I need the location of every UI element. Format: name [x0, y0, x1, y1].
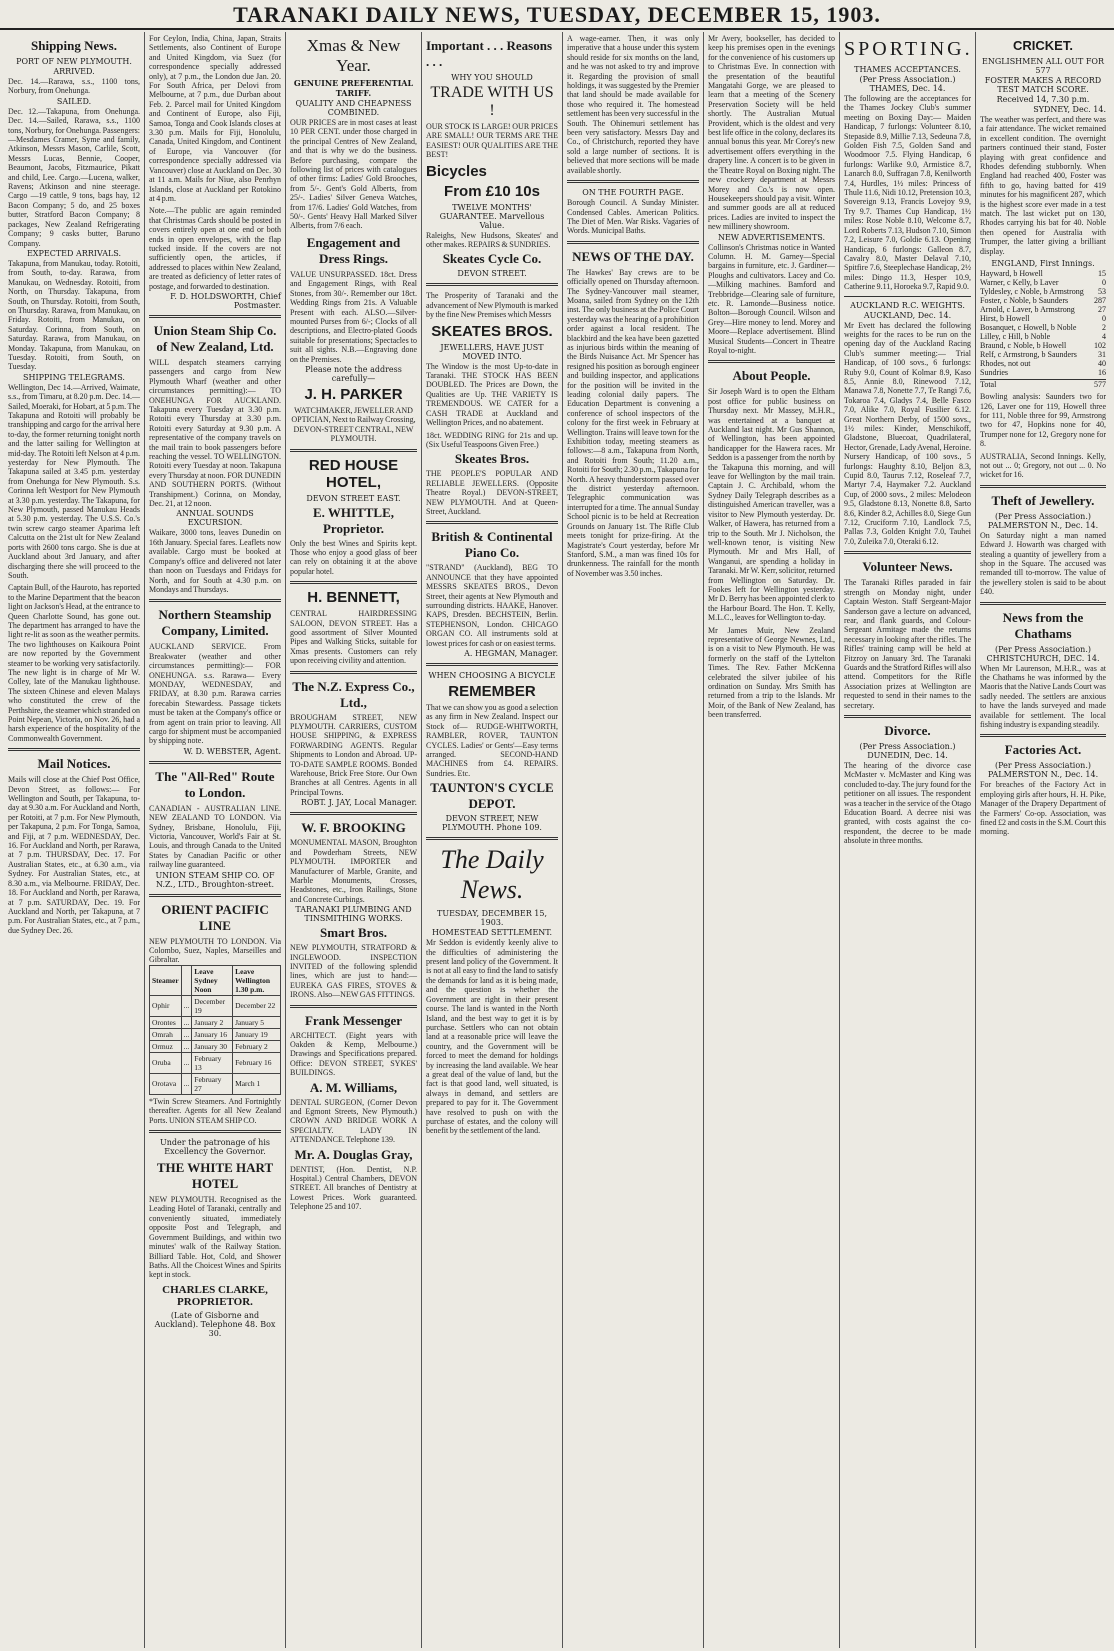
engagement-heading: Engagement and Dress Rings. [306, 234, 401, 266]
northern-steamship-text: AUCKLAND SERVICE. From Breakwater (weather and other circumstances permitting):— FOR ONEHUNGA. s.s. Rarawa— Every MONDAY, WEDNESDAY, and FRIDAY, at 8.30 p.m. Rarawa carries forecabin Stewardess. Passage tickets must be taken at the Company's office or from agent on train prior to leaving. All cargo for shipment must be accompanied by shipping note. [149, 642, 281, 746]
skeates-intro: The Prosperity of Taranaki and the advancement of New Plymouth is marked by the fine New Premises which Messrs [426, 291, 558, 320]
batsman: Rhodes, not out [980, 359, 1031, 369]
table-cell: February 16 [233, 1052, 281, 1073]
chathams-heading: News from the Chathams [1002, 609, 1084, 641]
score-row [980, 332, 1106, 341]
news-of-the-day-text: The Hawkes' Bay crews are to be officially opened on Thursday afternoon. The Sydney-Vancouver mail steamer, Moana, sailed from Sydney on the 12th inst. The only business at the Police Court yesterday was the hearing of a prohibition order against a local resident. The blackbird and the kea have been gazetted as injurious birds within the meaning of the Birds Nuisance Act. Mr Spencer has resigned his position as borough engineer and building inspector, and applications for the position will be invited in the leading colonial daily papers. The Education Department is convening a conference of school inspectors of the colony for the first week in February at Wellington. Trains will leave town for the Exhibition today, meeting steamers as follows:—8 a.m., Takapuna from North, and Rotoiti from South; 11.20 a.m., Rotoiti for South; 2.30 p.m., Takapuna for North. A heavy thunderstorm passed over the district yesterday afternoon. Telegraphic communication was interrupted for a time. The annual Sunday School picnic is to be held at Recreation Grounds on January 1st. The Rifle Club meets tonight for prize-firing. At the Magistrate's Court yesterday, before Mr Stanford, S.M., a man was fined 10s for drunkenness. The rainfall for the month of November was 3.50 inches. [567, 267, 699, 578]
table-cell: January 2 [192, 1016, 233, 1028]
divider [290, 1005, 417, 1008]
table-row [150, 1028, 281, 1040]
score-total [980, 379, 1106, 389]
auckland-dateline: AUCKLAND, Dec. 14. [863, 310, 952, 320]
score-row [980, 314, 1106, 323]
divider [980, 734, 1106, 737]
shipping-news-heading: Shipping News. [31, 38, 117, 53]
table-cell: Ormuz [150, 1040, 182, 1052]
score-row [980, 368, 1106, 377]
editorial-text: Mr Seddon is evidently keenly alive to the difficulties of administering the present land policy of the Government. It is not at all easy to find the land to satisfy the demands for land as it is being made, and the question is whether the Government are right in their present course. The land is wanted in the North Island, and the best way to get it is by purchase. Settlers who can not obtain land at a reasonable price will leave the country, and the Government will be forced to meet the demand for holdings by increasing the land available. We hear a great deal of the value of land, but the fact is that good land, well situated, is always in demand, and settlers are prepared to pay for it. The Government have resolved to push on with the purchase of estates, and the colony will benefit by the settlement of the land. [426, 938, 558, 1136]
shipping-body: Captain Bull, of the Hauroto, has reported to the Marine Department that the beacon light on Jackson's Head, at the entrance to Queen Charlotte Sound, has gone out. The department has arranged to have the light re-lit as soon as the weather permits. The two lighthouses on Kaikoura Point are now reported by the Government steamer to be working very satisfactorily. The new light is in charge of Mr W. Colley, late of the Manukau lighthouse. The sixteen Chinese and eleven Malays who constituted the crew of the Perthshire, the steamer which stranded on Point Nepean, Victoria, on Nov. 26, had a harsh experience of the hospitality of the Commonwealth Government. [8, 583, 140, 743]
skeates-jewellers: JEWELLERS, HAVE JUST MOVED INTO. [440, 342, 544, 361]
cricket-heading: CRICKET. [1013, 38, 1073, 53]
table-cell: ... [181, 1052, 192, 1073]
table-cell: ... [181, 1040, 192, 1052]
runs: 31 [1098, 350, 1106, 360]
batsman: Lilley, c Hill, b Noble [980, 332, 1051, 342]
smart-bros-heading: Smart Bros. [320, 925, 387, 941]
white-hart-heading: THE WHITE HART HOTEL [156, 1160, 274, 1192]
excursion-text: Waikare, 3000 tons, leaves Dunedin on 16th January. Special fares. Leaflets now available. Cargo must be booked at Company's office and delivered not later than noon on Tuesdays and Fridays for North, and for South at 4.30 p.m. on Mondays and Thursdays. [149, 528, 281, 594]
divider [426, 521, 558, 524]
cricket-dateline: SYDNEY, Dec. 14. [1033, 105, 1106, 114]
table-cell: ... [181, 995, 192, 1016]
cricket-subheading: ENGLISHMEN ALL OUT FOR 577 [982, 57, 1104, 75]
plumbing-line: TARANAKI PLUMBING AND TINSMITHING WORKS. [295, 905, 412, 924]
divider [149, 315, 281, 318]
trade-with-us: TRADE WITH US ! [430, 84, 554, 119]
divorce-heading: Divorce. [884, 722, 931, 738]
table-row [150, 1052, 281, 1073]
port-label: PORT OF NEW PLYMOUTH. [16, 57, 132, 66]
factories-act-heading: Factories Act. [1004, 742, 1082, 758]
cricket-text: The weather was perfect, and there was a fair attendance. The wicket remained in excellent condition. The overnight partners continued their stand, Foster playing with great confidence and Rhodes defending stubbornly. When England had reached 400, Foster was fifth to go, having batted for 419 minutes for his magnificent 287, which is the highest score ever made in a test match. The last wicket put on 130, Rhodes carrying his bat for 40. Noble then opened for Australia with Trumper, the latter giving a brilliant display. [980, 115, 1106, 256]
excursion-heading: ANNUAL SOUNDS EXCURSION. [176, 509, 254, 528]
column-6 [704, 32, 840, 1648]
editorial-continued: A wage-earner. Then, it was only imperative that a house under this system should reside for six months on the land, and he was not asked to try and improve it. Regarding the provision of small holdings, it was suggested by the Premier that land should be made available for those who required it. The homestead settlement has been very successful in the South. The Ohinemuri settlement has been very satisfactory. Messrs Day and Co., of Christchurch, reported they have sold a large number of sections. It is believed that more sections will be made available shortly. [567, 34, 699, 175]
thames-dateline: (Per Press Association.) THAMES, Dec. 14. [859, 75, 956, 93]
table-cell: December 22 [233, 995, 281, 1016]
runs: 40 [1098, 359, 1106, 369]
divider [290, 671, 417, 674]
bowling-analysis: Bowling analysis: Saunders two for 126, Laver one for 119, Howell three for 111, Noble three for 99, Armstrong two for 47, Hopkins none for 40, Trumper none for 12, Gregory none for 8. [980, 392, 1106, 449]
column-8 [976, 32, 1110, 1648]
table-row [150, 1016, 281, 1028]
sailed-text: Dec. 12.—Takapuna, from Onehunga. Dec. 14.—Sailed, Rarawa, s.s., 1100 tons, Norbury, for Onehunga. Passengers: —Mesdames Cramer, Syme and family, Atkinson, Messrs Mason, Carlile, Scott, Messrs Lucas, Bennie, Cooper, Beaumont, Jacobs, Fitzmaurice, Pikatt and child, Lee. Cargo.—Lucena, walker, Ravens; Atkinson and nine steerage. Cargo —19 cattle, 9 tons, bags hay, 12 Bacon Company; 5 do, and 25 boxes butter, Stratford Bacon Company; 8 packages, New Zealand Refrigerating Company; 9 casks butter, Baruno Company. [8, 106, 140, 248]
table-cell: January 19 [233, 1028, 281, 1040]
engagement-text: VALUE UNSURPASSED. 18ct. Dress and Engagement Rings, with Real Stones, from 30/-. Remember our 18ct. Wedding Rings from 21s. A Valuable Present with each. ALSO.—Silver-mounted Purses from 6/-; Clocks of all descriptions, and Electro-plated Goods suitable for presentations; Spectacles to suit all sights. N.B.—Engraving done on the Premises. [290, 269, 417, 364]
daily-news-date: TUESDAY, DECEMBER 15, 1903. [436, 909, 547, 928]
table-header [181, 965, 192, 995]
choosing-bicycle: WHEN CHOOSING A BICYCLE [428, 671, 556, 680]
batsman: Relf, c Armstrong, b Saunders [980, 350, 1077, 360]
divider [567, 241, 699, 244]
bicycles-heading: Bicycles [426, 162, 487, 180]
important-reasons: Important . . . Reasons . . . [426, 38, 553, 69]
divider [290, 449, 417, 452]
divider [290, 581, 417, 584]
new-advertisements-heading: NEW ADVERTISEMENTS. [717, 232, 826, 242]
bicycles-price: From £10 10s [444, 182, 540, 200]
nz-express-text: BROUGHAM STREET, NEW PLYMOUTH. CARRIERS, CUSTOM HOUSE SHIPPING, & EXPRESS FORWARDING AGENTS. Regular Shipments to London and Abroad. UP-TO-DATE SAMPLE ROOMS. Bonded Warehouse, Brick Free Store. Our Own Branches at all Centres. Agents in all Principal Towns. [290, 712, 417, 797]
divider [980, 485, 1106, 488]
runs: 287 [1094, 296, 1106, 306]
divider [980, 602, 1106, 605]
williams-text: DENTAL SURGEON, (Corner Devon and Egmont Streets, New Plymouth.) CROWN AND BRIDGE WORK A SPECIALTY. LADY IN ATTENDANCE. Telephone 139. [290, 1097, 417, 1145]
table-cell: January 30 [192, 1040, 233, 1052]
table-cell: ... [181, 1073, 192, 1094]
divorce-dateline: (Per Press Association.) DUNEDIN, Dec. 14. [859, 741, 956, 760]
table-row [150, 995, 281, 1016]
nz-express-manager: ROBT. J. JAY, Local Manager. [300, 798, 417, 808]
homestead-heading: HOMESTEAD SETTLEMENT. [432, 928, 552, 938]
runs: 53 [1098, 287, 1106, 297]
auckland-heading: AUCKLAND R.C. WEIGHTS. [850, 300, 965, 310]
union-steam-ship-heading: Union Steam Ship Co. of New Zealand, Ltd. [153, 322, 277, 354]
skeates-bros-heading: SKEATES BROS. [431, 322, 553, 340]
score-row [980, 323, 1106, 332]
xmas-body: OUR PRICES are in most cases at least 10 PER CENT. under those charged in the principal Centres of New Zealand, and that is why we do the business. Before purchasing, compare the following list of prices with catalogues of other firms: Ladies' Gold Brooches, from 5/-. Gent's Gold Alberts, from 25/-. Ladies' Silver Geneva Watches, from 17/6. Ladies' Gold Watches, from 50/-. Gents' Heavy Hall Marked Silver Alberts, from 7/6 each. [290, 118, 417, 231]
score-row [980, 305, 1106, 314]
score-row [980, 278, 1106, 287]
score-row [980, 287, 1106, 296]
divider [708, 360, 835, 363]
thames-text: The following are the acceptances for the Thames Jockey Club's summer meeting on Boxing Day:— Maiden Handicap, 7 furlongs: Volunteer 8.10, Stepaside 8.9, Millie 7.13, Sedeuna 7.8, Golden Fish 7.5, Golden Sand and Woodmoor 7.5. Flying Handicap, 6 furlongs: Warlike 9.0, Armistice 8.7, Lanarch 8.0, Suffragan 7.8, Kenilworth 7.4, Hurdles, 1½ miles: Princess of Thule 11.6, Nidi 10.12, Pretension 10.3, Sovereign 9.13, Francis Lovejoy 9.9, Try 9.7. Thames Cup Handicap, 1½ miles: Rose Noble 8.10, Welcome 8.7, Lord Roberts 7.13, Hudson 7.10, Simon 7.2, Leisure 7.0, Goldie 6.13. Opening Handicap, 6 furlongs: Galleon 8.7, Cavalry 8.0, Master Delaval 7.10, Spitfire 7.6, Steeplechase Handicap, 2½ miles: Dingo 11.3, Hesper 10.9, Catherine 9.11, Horoeka 9.7, Rapid 9.0. [844, 94, 971, 292]
bennett-name: H. BENNETT, [307, 589, 400, 607]
divider [426, 283, 558, 286]
column-5 [563, 32, 704, 1648]
taunton-street: DEVON STREET, NEW PLYMOUTH. Phone 109. [442, 814, 542, 833]
about-people-text: Sir Joseph Ward is to open the Eltham post office for public business on Thursday next. Mr Massey, M.H.R., was entertained at a banquet at Auckland last night. Mr Gus Shannon, of Wellington, has been appointed handicapper for the Hawera races. Mr Seddon is a passenger from the north by the Takapuna this morning, and will leave for Wellington by the mail train. Captain J. C. Archibald, whom the Sydney Daily Telegraph describes as a distinguished American traveller, was a visitor to New Plymouth yesterday. Dr. Walker, of Hawera, has returned from a trip to the South. Mr J. Nicholson, the well-known tenor, is visiting New Plymouth. Mr and Mrs Hall, of Wanganui, are spending a holiday in Taranaki. Mr W. Kerr, solicitor, returned from Wellington on Saturday. Dr. Fookes left for Wellington yesterday. Mr D. Berry has been appointed clerk to the Harbour Board. The Hon. T. Kelly, M.L.C., leaves for Wellington to-day. [708, 387, 835, 623]
white-hart-text: NEW PLYMOUTH. Recognised as the Leading Hotel of Taranaki, centrally and conveniently situated, immediately opposite Post and Telegraph, and Government Buildings, and within two minutes' walk of the Railway Station. Billiard Table. Hot, Cold, and Shower Baths. All the Choicest Wines and Spirits kept in stock. [149, 1195, 281, 1280]
runs: 0 [1102, 278, 1106, 288]
skeates-cycle-heading: Skeates Cycle Co. [442, 251, 542, 267]
score-total-value: 577 [1094, 380, 1106, 390]
parker-name: J. H. PARKER [304, 385, 403, 403]
table-cell: February 2 [233, 1040, 281, 1052]
mail-notices-heading: Mail Notices. [37, 756, 111, 772]
all-red-agent: UNION STEAM SHIP CO. OF N.Z., LTD., Broughton-street. [155, 870, 275, 889]
divider [567, 180, 699, 183]
mail-notices-text: Mails will close at the Chief Post Office, Devon Street, as follows:— For Wellington and South, per Takapuna, to-day at 9.30 a.m. For Auckland and North, per Rotoiti, at 7 p.m. For New Plymouth, per Takapuna, 2 p.m. For Tonga, Samoa, and Fiji, at 7 p.m. WEDNESDAY, Dec. 16. For Auckland and North, per Rarawa, at 7 p.m. THURSDAY, Dec. 17. For Australian States, etc., at 6.30 a.m., via Sydney. For Australian States, etc., at 8.30 a.m., via Melbourne. FRIDAY, Dec. 18. For Auckland and North, per Rarawa, at 7 p.m. SATURDAY, Dec. 19. For Auckland and North, per Takapuna, at 7 p.m. For Australian States, etc., at 7 p.m., due Sydney Dec. 26. [8, 775, 140, 935]
sporting-heading: SPORTING. [844, 38, 973, 60]
table-cell: Orotava [150, 1073, 182, 1094]
volunteer-news-heading: Volunteer News. [862, 559, 953, 575]
christmas-cards-note: Note.—The public are again reminded that Christmas Cards should be posted in covers entirely open at one end or both ends in open envelopes, with the flap tucked inside. If the covers are not sufficiently open, the articles, if addressed to places within New Zealand, are treated as deficiency of letter rates of postage, and forwarded to destination. [149, 206, 281, 291]
divider [149, 761, 281, 764]
masthead: TARANAKI DAILY NEWS, TUESDAY, DECEMBER 15, 1903. [0, 0, 1114, 30]
messenger-text: ARCHITECT. (Eight years with Oakden & Kemp, Melbourne.) Drawings and Specifications prepared. Office: DEVON STREET, SYKES' BUILDINGS. [290, 1030, 417, 1078]
fourth-page-heading: ON THE FOURTH PAGE. [582, 188, 684, 198]
batsman: Braund, c Noble, b Howell [980, 341, 1067, 351]
telegrams-heading: SHIPPING TELEGRAMS. [23, 372, 125, 382]
mail-continued: For Ceylon, India, China, Japan, Straits Settlements, also Continent of Europe and United Kingdom, via Suez (for correspondence specially addressed only), at 7 p.m., the London due Jan. 20. For South Africa, per Delovi from Melbourne, at 7 p.m., due Durban about Feb. 2. Parcel mail for United Kingdom and Continent of Europe, also Fiji, Samoa, Tonga and Cook Islands closes at 3.30 p.m. Mails for Fiji, Honolulu, Canada, United Kingdom, and Continent of Europe, via Vancouver (for correspondence specially addressed via Vancouver) close at Auckland on Dec. 30 at 11 a.m. Mails for Niue, also Penrhyn Islands, close at Auckland per Rotokino at 4 p.m. [149, 34, 281, 203]
factories-act-text: For breaches of the Factory Act in employing girls after hours, H. H. Pike, Manager of the Drapery Department of the Farmers' Co-op. Association, was fined £2 and costs in the S.M. Court this morning. [980, 780, 1106, 837]
divider [149, 599, 281, 602]
divider [426, 837, 558, 840]
runs: 102 [1094, 341, 1106, 351]
fourth-page-list: Borough Council. A Sunday Minister. Condensed Cables. American Politics. The Diet of Men. War Risks. Vagaries of Words. Municipal Baths. [567, 198, 699, 236]
red-house-street: DEVON STREET EAST. [306, 493, 401, 503]
orient-note: *Twin Screw Steamers. And Fortnightly thereafter. Agents for all New Zealand Ports. UNION STEAM SHIP CO. [149, 1096, 281, 1125]
chathams-dateline: (Per Press Association.) CHRISTCHURCH, DEC. 14. [986, 644, 1100, 663]
daily-news-title: The Daily News. [440, 845, 544, 905]
smart-bros-text: NEW PLYMOUTH, STRATFORD & INGLEWOOD. INSPECTION INVITED of the following splendid lines, which are just to hand:— EUREKA GAS FIRES, STOVES & IRONS. Also—NEW GAS FITTINGS. [290, 943, 417, 1000]
reasons-list: OUR STOCK IS LARGE! OUR PRICES ARE SMALL! OUR TERMS ARE THE EASIEST! OUR QUALITIES ARE THE BEST! [426, 122, 558, 160]
score-total-label: Total [980, 380, 997, 390]
skeates-bros-2-text: THE PEOPLE'S POPULAR AND RELIABLE JEWELLERS. (Opposite Theatre Royal.) DEVON-STREET, NEW PLYMOUTH. And at Queen-Street, Auckland. [426, 469, 558, 516]
divorce-text: The hearing of the divorce case McMaster v. McMaster and King was concluded to-day. The jury found for the petitioner on all issues. The respondent was a teacher in the service of the Otago Education Board. A decree nisi was granted, with costs against the co-respondent, the decree to be made absolute in three months. [844, 760, 971, 846]
score-row [980, 341, 1106, 350]
expected-heading: EXPECTED ARRIVALS. [26, 248, 122, 258]
charles-clarke-name: CHARLES CLARKE, PROPRIETOR. [162, 1283, 268, 1308]
divider [426, 663, 558, 666]
table-cell: Ophir [150, 995, 182, 1016]
skeates-bros-2-heading: Skeates Bros. [454, 451, 530, 467]
batsman: Sundries [980, 368, 1008, 378]
patronage-line: Under the patronage of his Excellency the Governor. [160, 1138, 270, 1157]
wedding-ring-offer: 18ct. WEDDING RING for 21s and up. (Six Useful Teaspoons Given Free.) [426, 430, 558, 449]
volunteer-news-text: The Taranaki Rifles paraded in fair strength on Monday night, under Captain Weston. Staff Sergeant-Major Sanderson gave a lecture on advanced, rear, and flank guards, and Colour-Sergeant Armitage made the returns necessary in looking after the rifles. The Rifles' training camp will be held at Fitzroy on January 3rd. The Taranaki Guards and the Stratford Rifles will also attend. Competitors for the Rifle Association prizes at Wellington are requested to send in their names to the secretary. [844, 578, 971, 710]
divider [844, 715, 971, 718]
australia-innings: AUSTRALIA, Second Innings. Kelly, not out ... 0; Gregory, not out ... 0. No wicket for 16. [980, 451, 1106, 480]
brooking-heading: W. F. BROOKING [301, 820, 406, 836]
table-header: Leave Wellington 1.30 p.m. [233, 965, 281, 995]
runs: 0 [1102, 314, 1106, 324]
local-news-text: Mr Avery, bookseller, has decided to keep his premises open in the evenings for the convenience of his customers up to Christmas Eve. In connection with the presentation of the beautiful Mangatahi Gorge, we are pleased to learn that a meeting of the Scenery Preservation Society will be held shortly. The Australian Mutual Provident, which is the oldest and very best life office in the colony, declares its annual bonus this year. Mr Corey's new advertisement offers everything in the drapery line. A concert is to be given in the Theatre Royal on Boxing night. The new crockery department at Messrs Morey and Co.'s is now open. Housekeepers should pay a visit. Winter and summer goods are all at reduced prices. Ladies are invited to inspect the new millinery showroom. [708, 34, 835, 232]
thames-heading: THAMES ACCEPTANCES. [854, 65, 961, 74]
table-cell: ... [181, 1028, 192, 1040]
expected-text: Takapuna, from Manukau, today. Rotoiti, from South, to-day. Rarawa, from Manukau, on Wednesday. Rotoiti, from North, on Thursday. Takapuna, from South, on Thursday. Rotoiti, from South, on Thursday. Rarawa, from Manukau, on Friday. Rotoiti, from Manukau, on Saturday. Corinna, from South, on Saturday. Rarawa, from Manukau, on Monday. Takapuna, from Manukau, on Tuesday. Rotoiti, from South, on Tuesday. [8, 258, 140, 372]
arrived-text: Dec. 14.—Rarawa, s.s., 1100 tons, Norbury, from Onehunga. [8, 77, 140, 96]
piano-co-text: "STRAND" (Auckland), BEG TO ANNOUNCE that they have appointed MESSRS SKEATES BROS., Devon Street, their agents at New Plymouth and surrounding districts. HAAKE, Hanover. KAPS, Dresden. BECHSTEIN, Berlin. STEPHENSON, London. CHICAGO ORGAN CO. All instruments sold at lowest prices for cash or on easiest terms. [426, 563, 558, 648]
batsman: Bosanquet, c Howell, b Noble [980, 323, 1077, 333]
northern-steamship-heading: Northern Steamship Company, Limited. [158, 607, 272, 639]
arrived-heading: ARRIVED. [53, 67, 95, 76]
divider [844, 551, 971, 554]
column-1 [4, 32, 145, 1648]
brooking-text: MONUMENTAL MASON, Broughton and Powderham Streets, NEW PLYMOUTH. IMPORTER and Manufacturer of Marble, Granite, and Marble Monuments, Crosses, Headstones, etc., Iron Railings, Stone and Concrete Curbings. [290, 838, 417, 904]
new-advertisements-text: Collinson's Christmas notice in Wanted Column. H. M. Garney—Special bargains in furniture, etc. J. Gardiner—Ploughs and cultivators. Lacey and Co.—Milking machines. Bamford and Trebbridge—Clearing sale of furniture, etc. R. Lamonde—Business notice. Bolton—Borough Council. Wilson and Grey—Hire money to lend. Morey and Moore—Replace advertisement. Blind Musical Students—Concert in Theatre Royal to-night. [708, 242, 835, 355]
table-cell: January 16 [192, 1028, 233, 1040]
runs: 2 [1102, 323, 1106, 333]
cricket-subheading-2: FOSTER MAKES A RECORD TEST MATCH SCORE. [984, 76, 1102, 94]
red-house-hotel: RED HOUSE HOTEL, [308, 456, 399, 491]
sailing-table [149, 965, 281, 1095]
table-cell: February 13 [192, 1052, 233, 1073]
batsman: Tyldesley, c Noble, b Armstrong [980, 287, 1084, 297]
columns [4, 32, 1110, 1648]
about-people-continued: Mr James Muir, New Zealand representative of George Newnes, Ltd., is on a visit to New Plymouth. He was formerly on the staff of the Lyttelton Times. The Rev. Father McKenna celebrated the silver jubilee of his ordination on Sunday. Mrs Smith has returned from a trip to the Islands. Mr Moir, of the Bank of New Zealand, has been transferred. [708, 625, 835, 720]
table-header: Steamer [150, 965, 182, 995]
theft-jewellery-heading: Theft of Jewellery. [991, 492, 1095, 508]
preferential-tariff: GENUINE PREFERENTIAL TARIFF. [293, 78, 414, 98]
all-red-route-heading: The "All-Red" Route to London. [155, 768, 275, 800]
skeates-window: The Window is the most Up-to-date in Taranaki. THE STOCK HAS BEEN DOUBLED. The Prices are Down, the Qualities are Up. THE VARIETY IS TREMENDOUS. WE CATER for a CASH TRADE at Auckland and Wellington Prices, and no abatement. [426, 361, 558, 428]
table-cell: Orontes [150, 1016, 182, 1028]
column-3 [286, 32, 422, 1648]
table-cell: February 27 [192, 1073, 233, 1094]
theft-dateline: (Per Press Association.) PALMERSTON N., Dec. 14. [987, 511, 1099, 530]
parker-intro: Please note the address carefully— [305, 364, 402, 383]
table-cell: January 5 [233, 1016, 281, 1028]
gray-text: DENTIST, (Hon. Dentist, N.P. Hospital.) Central Chambers, DEVON STREET. All branches of Dentistry at Lowest Prices. Work guaranteed. Telephone 25 and 107. [290, 1164, 417, 1212]
union-steam-ship-text: WILL despatch steamers carrying passengers and cargo from New Plymouth Wharf (weather and other circumstances permitting):— TO ONEHUNGA FOR AUCKLAND. Takapuna every Tuesday at 3.30 p.m. Rotoiti every Thursday at 3.30 p.m. Rotoiti every Saturday at 9.30 p.m. A representative of the company travels on the mail train to book passengers before reaching the vessel. TO WELLINGTON. Rotoiti every Tuesday at noon. Takapuna every Thursday at noon. FOR DUNEDIN AND SOUTHERN PORTS. (Without Transhipment.) Corinna, on Monday, Dec. 21, at 12 noon. [149, 357, 281, 509]
runs: 15 [1098, 269, 1106, 279]
england-innings-heading: ENGLAND, First Innings. [991, 259, 1095, 269]
bennett-text: CENTRAL HAIRDRESSING SALOON, DEVON STREET. Has a good assortment of Silver Mounted Pipes and Walking Sticks, suitable for Xmas presents. Customers can rely upon receiving civility and attention. [290, 609, 417, 666]
xmas-heading: Xmas & New Year. [306, 36, 401, 75]
telegrams-text: Wellington, Dec 14.—Arrived, Waimate, s.s., from Timaru, at 8.20 p.m. Dec. 14.—Sailed, Moeraki, for Hobart, at 5 p.m. The Takapuna and Rotoiti will probably be transhipping and cargo for the arrival here to-day, the former returning tonight north and the latter sailing for Wellington at mid-day. The Rotoiti left Nelson at 4 p.m. yesterday for New Plymouth. The Takapuna sailed at 3.45 p.m. yesterday from Onehunga for New Plymouth. S.s. Corinna left Westport for New Plymouth at 3.30 p.m. yesterday. The Takapuna, for New Plymouth, passed Manukau Heads at 5.30 p.m. yesterday. The U.S.S. Co.'s twin screw cargo steamer Aparima left Calcutta on the 21st ult for New Zealand ports with 2600 tons cargo. She is due at Auckland about 3rd January, and after discharging there she will proceed to the South. [8, 382, 140, 580]
column-4 [422, 32, 563, 1648]
theft-jewellery-text: On Saturday night a man named Edward J. Howarth was charged with stealing a quantity of jewellery from a shop in the Square. The accused was remanded till to-morrow. The value of the jewellery stolen is said to be about £40. [980, 530, 1106, 597]
whittle-proprietor: E. WHITTLE, Proprietor. [312, 504, 395, 536]
all-red-route-text: CANADIAN - AUSTRALIAN LINE. NEW ZEALAND TO LONDON. Via Sydney, Brisbane, Honolulu, Fiji, Victoria, Vancouver, World's Fair at St. Louis, and through Canada to the United States by Canadian Pacific or other railway line guaranteed. [149, 803, 281, 870]
remember-text: That we can show you as good a selection as any firm in New Zealand. Inspect our Stock of— RUDGE-WHITWORTH, RAMBLER, ROVER, TAUNTON CYCLES. Ladies' or Gents'—Easy terms arranged. SECOND-HAND MACHINES from £4. REPAIRS. Sundries. Etc. [426, 703, 558, 778]
orient-pacific-heading: ORIENT PACIFIC LINE [161, 901, 269, 933]
score-row [980, 296, 1106, 305]
sailed-heading: SAILED. [56, 96, 92, 106]
chathams-text: When Mr Laurenson, M.H.R., was at the Chathams he was informed by the Maoris that the Native Lands Court was sadly needed. The settlers are anxious to have the lands surveyed and made available for settlement. The local fishing industry is expanding steadily. [980, 663, 1106, 730]
gray-heading: Mr. A. Douglas Gray, [294, 1146, 413, 1162]
runs: 16 [1098, 368, 1106, 378]
table-cell: ... [181, 1016, 192, 1028]
score-row [980, 350, 1106, 359]
quality-line: QUALITY AND CHEAPNESS COMBINED. [295, 99, 412, 117]
about-people-heading: About People. [732, 368, 811, 384]
batsman: Warner, c Kelly, b Laver [980, 278, 1059, 288]
factories-dateline: (Per Press Association.) PALMERSTON N., Dec. 14. [987, 761, 1099, 780]
auckland-text: Mr Evett has declared the following weights for the races to be run on the opening day of the Auckland Racing Club's summer meeting:— Trial Handicap, of 100 sovs., 6 furlongs: Ruby 9.0, Count of Kolmar 8.9, Kaso 8.5, Annie 8.0, Rinewood 7.12, Manawa 7.8, Nonette 7.7, Te Rangi 7.6, Tokaroa 7.4, Gladys 7.4, Belle Fasco 7.0, Alike 7.0, Royal Fusilier 6.12. Great Northern Derby, of 1500 sovs., 1½ miles: Kinder, Menschikoff, Gladstone, Bluecoat, Quadrilateral, Hector, Grenade, Lady Avenal, Heroine. Nursery Handicap, of 100 sovs., 5 furlongs: Haughty 8.10, Beljon 8.3, Cupid 8.0, Taurus 7.12, Roseleaf 7.7, Martyr 7.4, Haymaker 7.2. Auckland Cup, of 2000 sovs., 2 miles: Melodeon 9.5, Gladstone 8.13, Nonette 8.8, Sarto 8.6, Kinder 8.2, Achilles 8.0, Siege Gun 7.12, Cruciform 7.10, Landlock 7.5, Pallas 7.3, Golden Knight 7.0, Tauhei 7.0, Zuleika 7.0, Oteraki 6.12. [844, 320, 971, 546]
skeates-cycle-street: DEVON STREET. [457, 269, 527, 279]
table-row [150, 1073, 281, 1094]
piano-co-manager: A. HEGMAN, Manager. [464, 649, 558, 658]
table-cell: March 1 [233, 1073, 281, 1094]
table-cell: Oruba [150, 1052, 182, 1073]
table-cell: December 19 [192, 995, 233, 1016]
batsman: Hayward, b Howell [980, 269, 1043, 279]
divider [149, 1130, 281, 1133]
charles-clarke-telephone: (Late of Gisborne and Auckland). Telephone 48. Box 30. [154, 1310, 276, 1338]
score-row [980, 269, 1106, 278]
scorecard [980, 269, 1106, 377]
runs: 4 [1102, 332, 1106, 342]
divider [290, 812, 417, 815]
northern-agent: W. D. WEBSTER, Agent. [183, 746, 281, 756]
williams-heading: A. M. Williams, [309, 1079, 398, 1095]
parker-text: WATCHMAKER, JEWELLER AND OPTICIAN, Next to Railway Crossing, DEVON-STREET CENTRAL, NEW PLYMOUTH. [291, 405, 416, 444]
batsman: Foster, c Noble, b Saunders [980, 296, 1069, 306]
batsman: Arnold, c Laver, b Armstrong [980, 305, 1075, 315]
table-cell: Omrah [150, 1028, 182, 1040]
remember-heading: REMEMBER [448, 683, 536, 700]
news-of-the-day-heading: NEWS OF THE DAY. [572, 248, 694, 264]
batsman: Hirst, b Howell [980, 314, 1030, 324]
column-7 [840, 32, 976, 1648]
divider [149, 894, 281, 897]
bicycles-text: Raleighs, New Hudsons, Skeates' and other makes. REPAIRS & SUNDRIES. [426, 230, 558, 250]
cricket-received: Received 14, 7.30 p.m. [996, 95, 1090, 104]
column-2 [145, 32, 286, 1648]
postmaster-signature: F. D. HOLDSWORTH, Chief Postmaster. [170, 291, 281, 310]
orient-pacific-text: NEW PLYMOUTH TO LONDON. Via Colombo, Suez, Naples, Marseilles and Gibraltar. [149, 936, 281, 965]
runs: 27 [1098, 305, 1106, 315]
whittle-text: Only the best Wines and Spirits kept. Those who enjoy a good glass of beer can rely on obtaining it at the above popular hotel. [290, 538, 417, 576]
divider [844, 296, 971, 297]
score-row [980, 359, 1106, 368]
messenger-heading: Frank Messenger [304, 1012, 403, 1028]
divider [8, 748, 140, 751]
taunton-heading: TAUNTON'S CYCLE DEPOT. [430, 780, 554, 812]
table-row [150, 1040, 281, 1052]
piano-co-heading: British & Continental Piano Co. [431, 529, 553, 561]
table-header: Leave Sydney Noon [192, 965, 233, 995]
nz-express-heading: The N.Z. Express Co., Ltd., [292, 678, 415, 710]
why-you-should: WHY YOU SHOULD [451, 73, 533, 82]
bicycles-guarantee: TWELVE MONTHS' GUARANTEE. Marvellous Value. [439, 202, 545, 230]
